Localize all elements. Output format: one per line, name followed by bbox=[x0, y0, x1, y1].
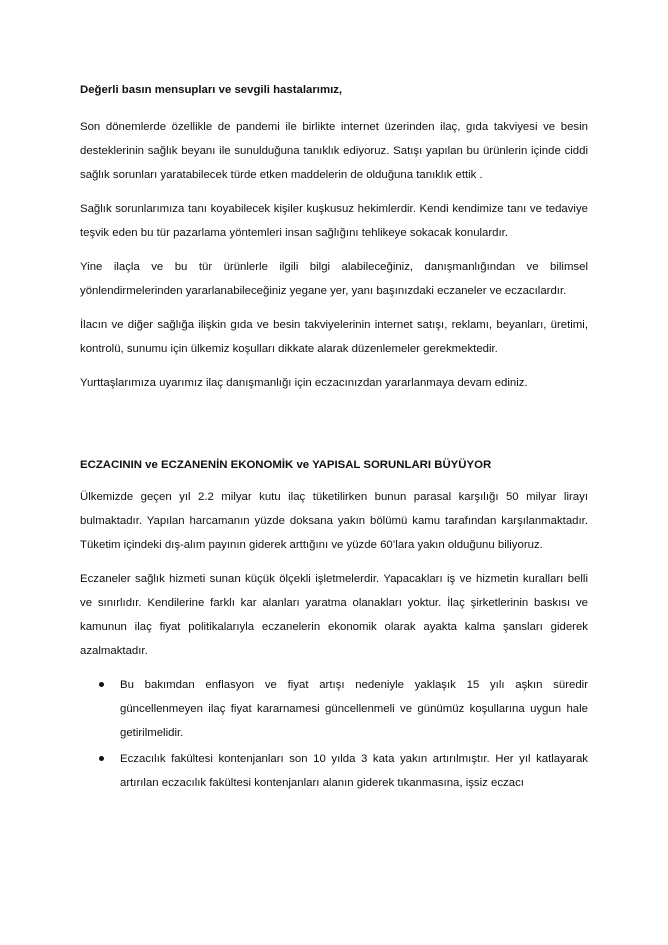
bullet-item bbox=[80, 747, 588, 795]
bullet-icon bbox=[99, 756, 104, 761]
section-heading: ECZACININ ve ECZANENİN EKONOMİK ve YAPISAL SORUNLARI BÜYÜYOR bbox=[80, 459, 492, 471]
bullet-icon bbox=[99, 682, 104, 687]
paragraph: Ülkemizde geçen yıl 2.2 milyar kutu ilaç tüketilirken bunun parasal karşılığı 50 milyar lirayı bulmaktadır. Yapılan harcamanın yüzde doksana yakın bölümü kamu tarafından karşılanmaktadır. Tüketim içindeki dış-alım payının giderek arttığını ve yüzde 60’lara yakın olduğunu biliyoruz. bbox=[80, 491, 588, 551]
paragraph: Sağlık sorunlarımıza tanı koyabilecek kişiler kuşkusuz hekimlerdir. Kendi kendimize tanı ve tedaviye teşvik eden bu tür pazarlama yöntemleri insan sağlığını tehlikeye sokacak konulardır. bbox=[80, 203, 588, 239]
paragraph: Son dönemlerde özellikle de pandemi ile birlikte internet üzerinden ilaç, gıda takviyesi ve besin desteklerinin sağlık beyanı ile sunulduğuna tanıklık ediyoruz. Satışı yapılan bu ürünlerin içinde ciddi sağlık sorunları yaratabilecek türde etken maddelerin de olduğuna tanıklık ettik . bbox=[80, 121, 588, 181]
document-page bbox=[80, 70, 588, 797]
paragraph: Yine ilaçla ve bu tür ürünlerle ilgili bilgi alabileceğiniz, danışmanlığından ve bilimsel yönlendirmelerinden yararlanabileceğiniz yegane yer, yanı başınızdaki eczaneler ve eczacılardır. bbox=[80, 261, 588, 297]
paragraph: Yurttaşlarımıza uyarımız ilaç danışmanlığı için eczacınızdan yararlanmaya devam ediniz. bbox=[80, 377, 528, 389]
bullet-text: Bu bakımdan enflasyon ve fiyat artışı nedeniyle yaklaşık 15 yılı aşkın süredir güncellenmeyen ilaç fiyat kararnamesi güncellenmeli ve günümüz koşullarına uygun hale getirilmelidir. bbox=[120, 679, 588, 739]
bullet-item bbox=[80, 673, 588, 745]
paragraph: Eczaneler sağlık hizmeti sunan küçük ölçekli işletmelerdir. Yapacakları iş ve hizmetin kuralları belli ve sınırlıdır. Kendilerine farklı kar alanları yaratma olanakları yoktur. İlaç şirketlerinin baskısı ve kamunun ilaç fiyat politikalarıyla eczanelerin ekonomik olarak ayakta kalma şansları giderek azalmaktadır. bbox=[80, 573, 588, 657]
bullet-list bbox=[80, 673, 588, 795]
section-spacer bbox=[80, 395, 588, 457]
greeting-heading: Değerli basın mensupları ve sevgili hastalarımız, bbox=[80, 84, 343, 96]
paragraph: İlacın ve diğer sağlığa ilişkin gıda ve besin takviyelerinin internet satışı, reklamı, beyanları, üretimi, kontrolü, sunumu için ülkemiz koşulları dikkate alarak düzenlemeler gerekmektedir. bbox=[80, 319, 588, 355]
bullet-text: Eczacılık fakültesi kontenjanları son 10 yılda 3 kata yakın artırılmıştır. Her yıl katlayarak artırılan eczacılık fakültesi kontenjanları alanın giderek tıkanmasına, işsiz eczacı bbox=[120, 753, 588, 789]
